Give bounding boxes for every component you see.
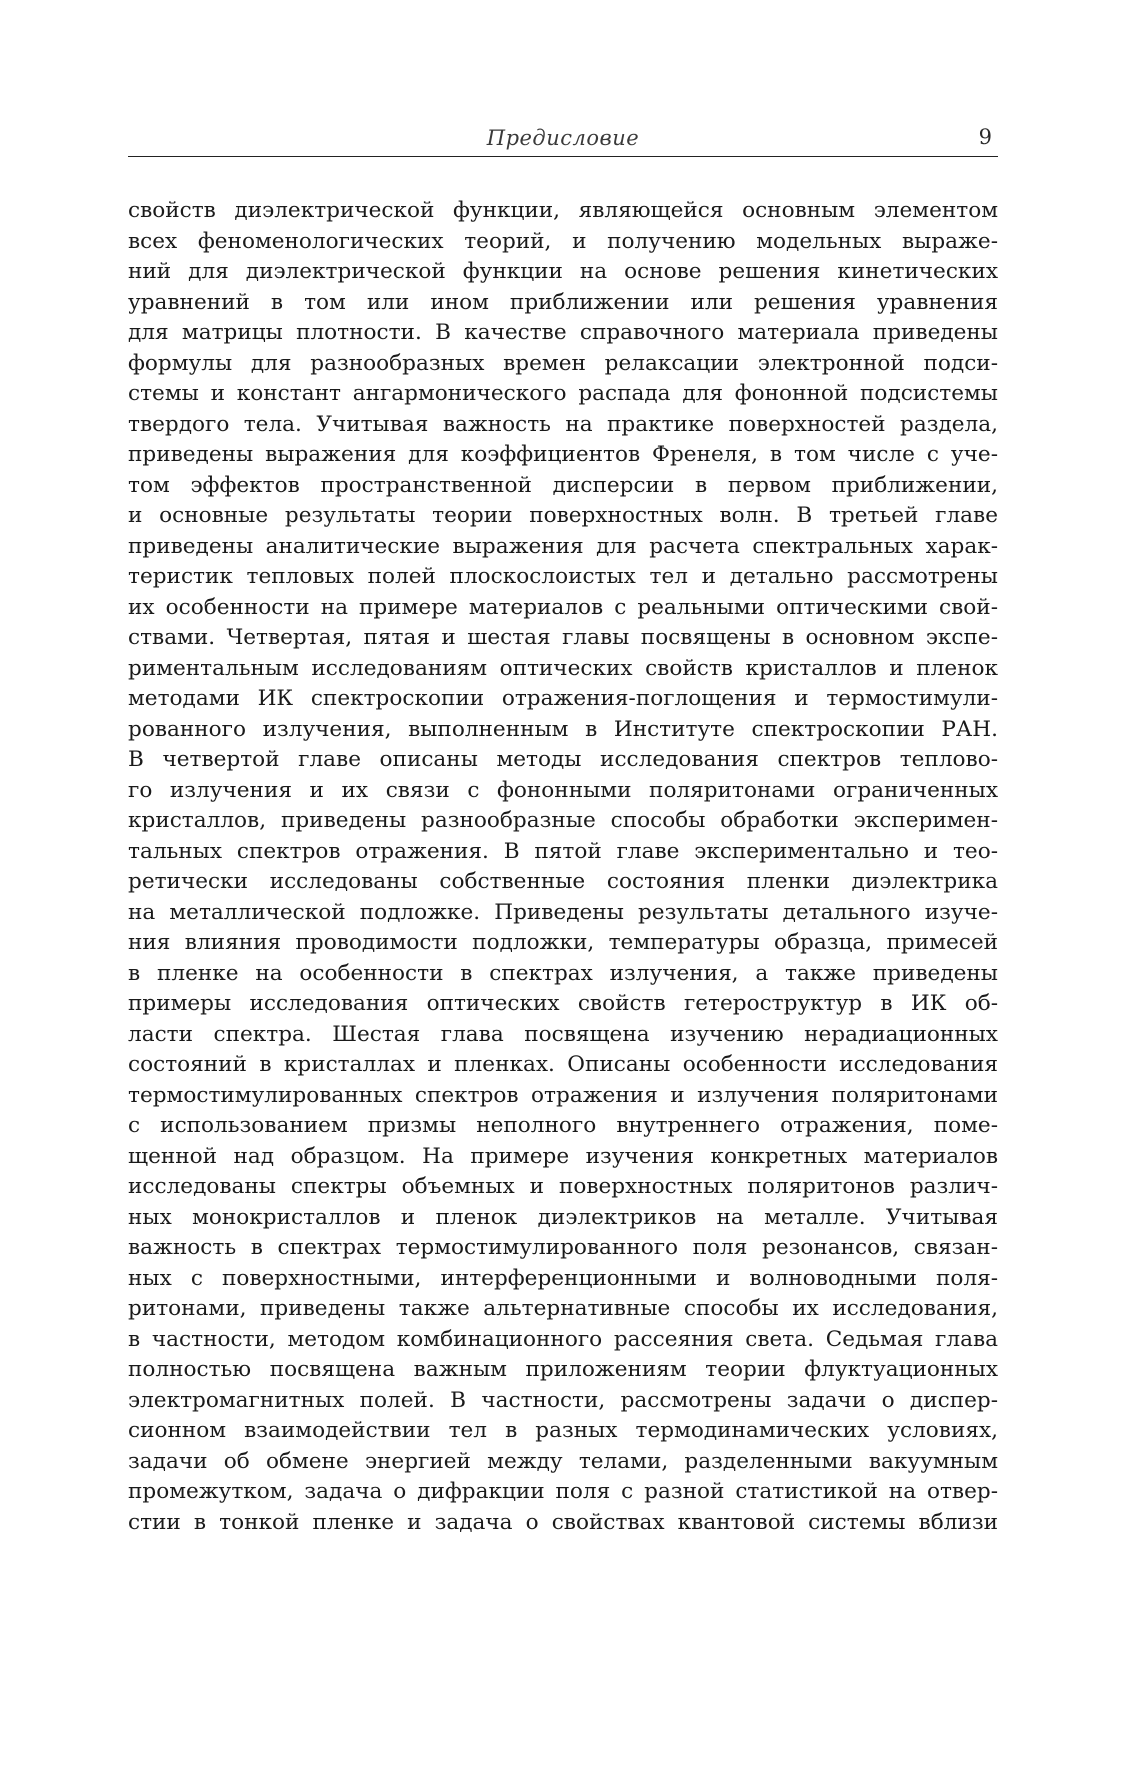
text-line: методами ИК спектроскопии отражения-поглощения и термостимули-	[128, 686, 998, 711]
text-line: ных монокристаллов и пленок диэлектриков на металле. Учитывая	[128, 1204, 998, 1230]
text-line: сионном взаимодействии тел в разных термодинамических условиях,	[128, 1418, 998, 1443]
text-line: в частности, методом комбинационного рассеяния света. Седьмая глава	[128, 1326, 998, 1352]
text-line: для матрицы плотности. В качестве справочного материала приведены	[128, 320, 998, 345]
text-line: промежутком, задача о дифракции поля с разной статистикой на отвер-	[128, 1479, 998, 1504]
text-line: исследованы спектры объемных и поверхностных поляритонов различ-	[128, 1174, 998, 1199]
text-line: ласти спектра. Шестая глава посвящена изучению нерадиационных	[128, 1021, 998, 1047]
text-line: кристаллов, приведены разнообразные способы обработки эксперимен-	[128, 808, 998, 833]
text-line: и основные результаты теории поверхностных волн. В третьей главе	[128, 503, 998, 528]
text-line: в пленке на особенности в спектрах излучения, а также приведены	[128, 960, 998, 986]
text-line: важность в спектрах термостимулированного поля резонансов, связан-	[128, 1235, 998, 1260]
text-line: го излучения и их связи с фононными поляритонами ограниченных	[128, 777, 998, 803]
text-line: том эффектов пространственной дисперсии в первом приближении,	[128, 472, 998, 498]
text-line: стии в тонкой пленке и задача о свойствах квантовой системы вблизи	[128, 1509, 998, 1535]
text-line: ретически исследованы собственные состояния пленки диэлектрика	[128, 869, 998, 894]
text-line: твердого тела. Учитывая важность на практике поверхностей раздела,	[128, 411, 998, 437]
text-line: В четвертой главе описаны методы исследования спектров теплово-	[128, 747, 998, 772]
text-line: их особенности на примере материалов с реальными оптическими свой-	[128, 594, 998, 620]
text-line: термостимулированных спектров отражения и излучения поляритонами	[128, 1082, 998, 1108]
text-line: тальных спектров отражения. В пятой главе экспериментально и тео-	[128, 838, 998, 864]
text-line: ния влияния проводимости подложки, температуры образца, примесей	[128, 930, 998, 955]
page-header	[128, 122, 998, 157]
text-line: приведены аналитические выражения для расчета спектральных харак-	[128, 533, 998, 559]
page-number: 9	[978, 125, 992, 149]
text-line: состояний в кристаллах и пленках. Описаны особенности исследования	[128, 1052, 998, 1077]
text-line: уравнений в том или ином приближении или решения уравнения	[128, 289, 998, 315]
text-line: электромагнитных полей. В частности, рассмотрены задачи о диспер-	[128, 1387, 998, 1413]
text-line: задачи об обмене энергией между телами, разделенными вакуумным	[128, 1448, 998, 1474]
running-title: Предисловие	[486, 126, 640, 150]
text-line: стемы и констант ангармонического распада для фононной подсистемы	[128, 381, 998, 406]
text-line: теристик тепловых полей плоскослоистых тел и детально рассмотрены	[128, 564, 998, 589]
text-line: ритонами, приведены также альтернативные способы их исследования,	[128, 1296, 998, 1321]
text-line: риментальным исследованиям оптических свойств кристаллов и пленок	[128, 655, 998, 681]
text-line: щенной над образцом. На примере изучения конкретных материалов	[128, 1143, 998, 1169]
text-line: формулы для разнообразных времен релаксации электронной подси-	[128, 350, 998, 376]
body-text	[128, 196, 998, 1538]
text-line: свойств диэлектрической функции, являющейся основным элементом	[128, 198, 998, 223]
text-line: примеры исследования оптических свойств гетероструктур в ИК об-	[128, 991, 998, 1016]
text-line: полностью посвящена важным приложениям теории флуктуационных	[128, 1357, 998, 1382]
text-line: приведены выражения для коэффициентов Френеля, в том числе с уче-	[128, 442, 998, 467]
text-line: рованного излучения, выполненным в Институте спектроскопии РАН.	[128, 716, 998, 742]
text-line: всех феноменологических теорий, и получению модельных выраже-	[128, 228, 998, 254]
text-line: ствами. Четвертая, пятая и шестая главы посвящены в основном экспе-	[128, 625, 998, 650]
text-line: с использованием призмы неполного внутреннего отражения, поме-	[128, 1113, 998, 1138]
text-line: ных с поверхностными, интерференционными и волноводными поля-	[128, 1265, 998, 1291]
text-line: на металлической подложке. Приведены результаты детального изуче-	[128, 899, 998, 925]
text-line: ний для диэлектрической функции на основе решения кинетических	[128, 259, 998, 284]
